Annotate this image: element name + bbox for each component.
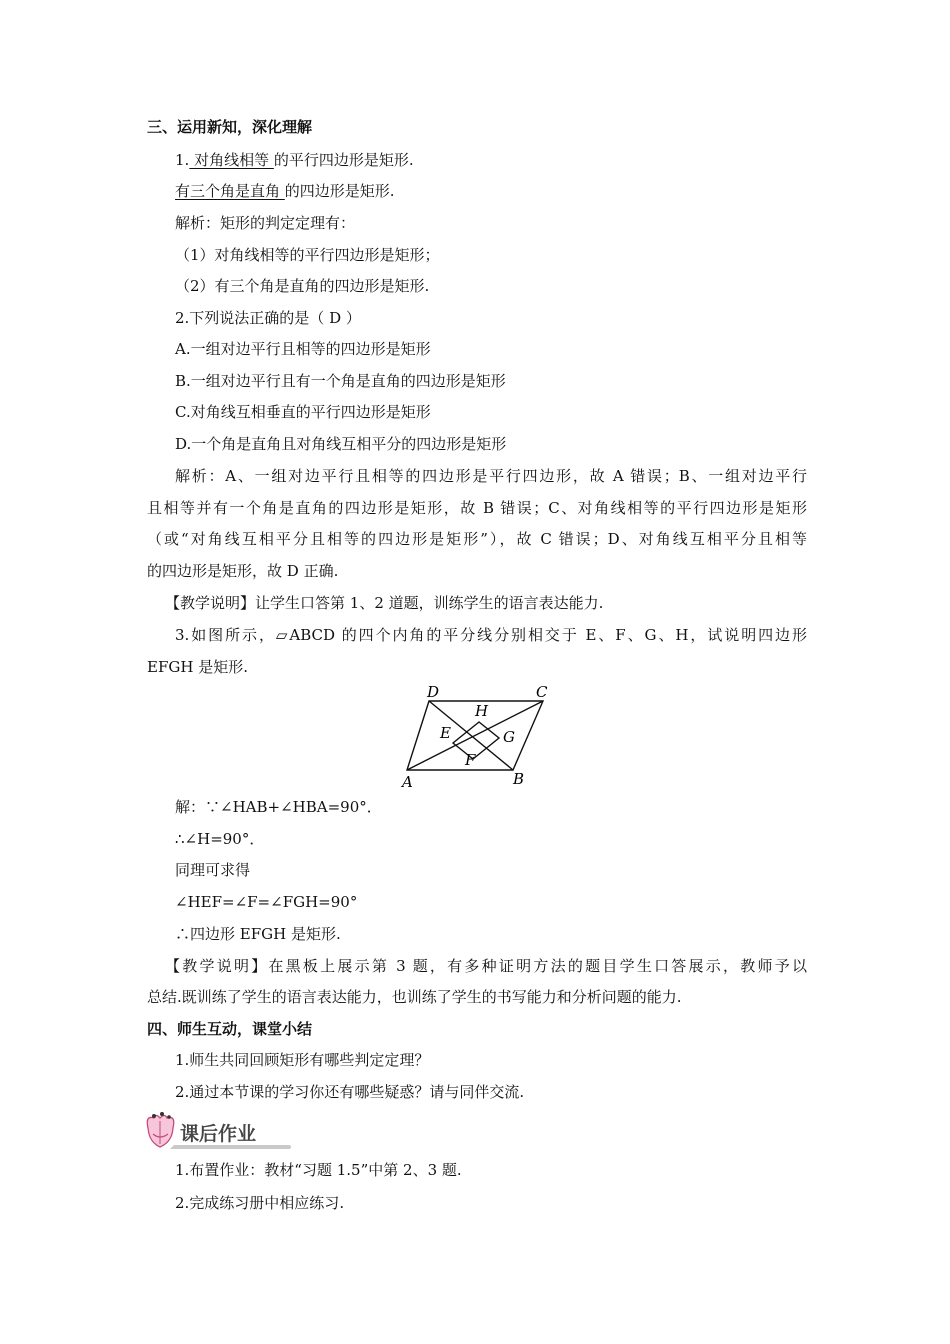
- solution-line-5: ∴四边形 EFGH 是矩形.: [175, 925, 341, 943]
- q1-text-1: 的平行四边形是矩形.: [273, 151, 414, 169]
- banner-underline: [170, 1145, 291, 1149]
- q2-analysis-line-4: 的四边形是矩形，故 D 正确.: [147, 562, 339, 580]
- summary-item-2: 2.通过本节课的学习你还有哪些疑惑？请与同伴交流.: [175, 1083, 525, 1101]
- q1-text-2: 的四边形是矩形.: [284, 182, 395, 200]
- summary-item-1: 1.师生共同回顾矩形有哪些判定定理？: [175, 1051, 430, 1069]
- q1-analysis-item-2: （2）有三个角是直角的四边形是矩形.: [175, 277, 430, 295]
- label-b: B: [513, 770, 525, 788]
- question-2: 2.下列说法正确的是（ D ）: [175, 309, 361, 327]
- label-e: E: [440, 724, 451, 742]
- homework-banner: [140, 1112, 300, 1154]
- question-3-line-2: EFGH 是矩形.: [147, 658, 248, 676]
- homework-item-1: 1.布置作业：教材“习题 1.5”中第 2、3 题.: [175, 1161, 462, 1179]
- label-a: A: [402, 773, 413, 790]
- question-1-line-2: [175, 181, 395, 201]
- label-h: H: [475, 702, 489, 720]
- q1-answer-blank-2: 有三个角是直角: [175, 182, 285, 200]
- q1-number: 1.: [175, 151, 190, 169]
- parallelogram-figure: [395, 684, 565, 790]
- label-f: F: [465, 751, 476, 769]
- section-4-heading: 四、师生互动，课堂小结: [147, 1020, 313, 1038]
- label-d: D: [427, 684, 440, 701]
- q1-analysis-item-1: （1）对角线相等的平行四边形是矩形；: [175, 246, 440, 264]
- q2-analysis-line-3: （或“对角线互相平分且相等的四边形是矩形”），故 C 错误；D、对角线互相平分且相等: [147, 530, 807, 548]
- q2-option-c: C.对角线互相垂直的平行四边形是矩形: [175, 403, 431, 421]
- solution-line-2: ∴∠H=90°．: [175, 830, 265, 848]
- solution-line-1: 解：∵∠HAB+∠HBA=90°．: [175, 798, 382, 816]
- q2-analysis-line-2: 且相等并有一个角是直角的四边形是矩形，故 B 错误；C、对角线相等的平行四边形是矩形: [147, 499, 807, 517]
- q2-analysis-line-1: 解析：A、一组对边平行且相等的四边形是平行四边形，故 A 错误；B、一组对边平行: [175, 467, 807, 485]
- q1-answer-blank-1: 对角线相等: [189, 151, 274, 169]
- homework-item-2: 2.完成练习册中相应练习.: [175, 1194, 345, 1212]
- teaching-note-2-line-1: 【教学说明】在黑板上展示第 3 题，有多种证明方法的题目学生口答展示，教师予以: [165, 957, 807, 975]
- q2-option-a: A.一组对边平行且相等的四边形是矩形: [175, 340, 431, 358]
- q1-analysis: 解析：矩形的判定定理有：: [175, 214, 356, 232]
- flower-icon: [147, 1112, 174, 1147]
- question-3-line-1: 3.如图所示，▱ABCD 的四个内角的平分线分别相交于 E、F、G、H，试说明四边形: [175, 626, 807, 644]
- solution-line-3: 同理可求得: [175, 861, 251, 879]
- label-c: C: [536, 684, 548, 701]
- teaching-note-1: 【教学说明】让学生口答第 1、2 道题，训练学生的语言表达能力.: [165, 594, 604, 612]
- q2-option-b: B.一组对边平行且有一个角是直角的四边形是矩形: [175, 372, 506, 390]
- label-g: G: [503, 728, 515, 746]
- teaching-note-2-line-2: 总结.既训练了学生的语言表达能力，也训练了学生的书写能力和分析问题的能力.: [147, 988, 682, 1006]
- section-3-heading: 三、运用新知，深化理解: [147, 118, 313, 136]
- solution-line-4: ∠HEF=∠F=∠FGH=90°: [175, 893, 358, 911]
- homework-banner-title: 课后作业: [180, 1123, 257, 1145]
- question-1-line-1: [175, 150, 414, 170]
- q2-option-d: D.一个角是直角且对角线互相平分的四边形是矩形: [175, 435, 507, 453]
